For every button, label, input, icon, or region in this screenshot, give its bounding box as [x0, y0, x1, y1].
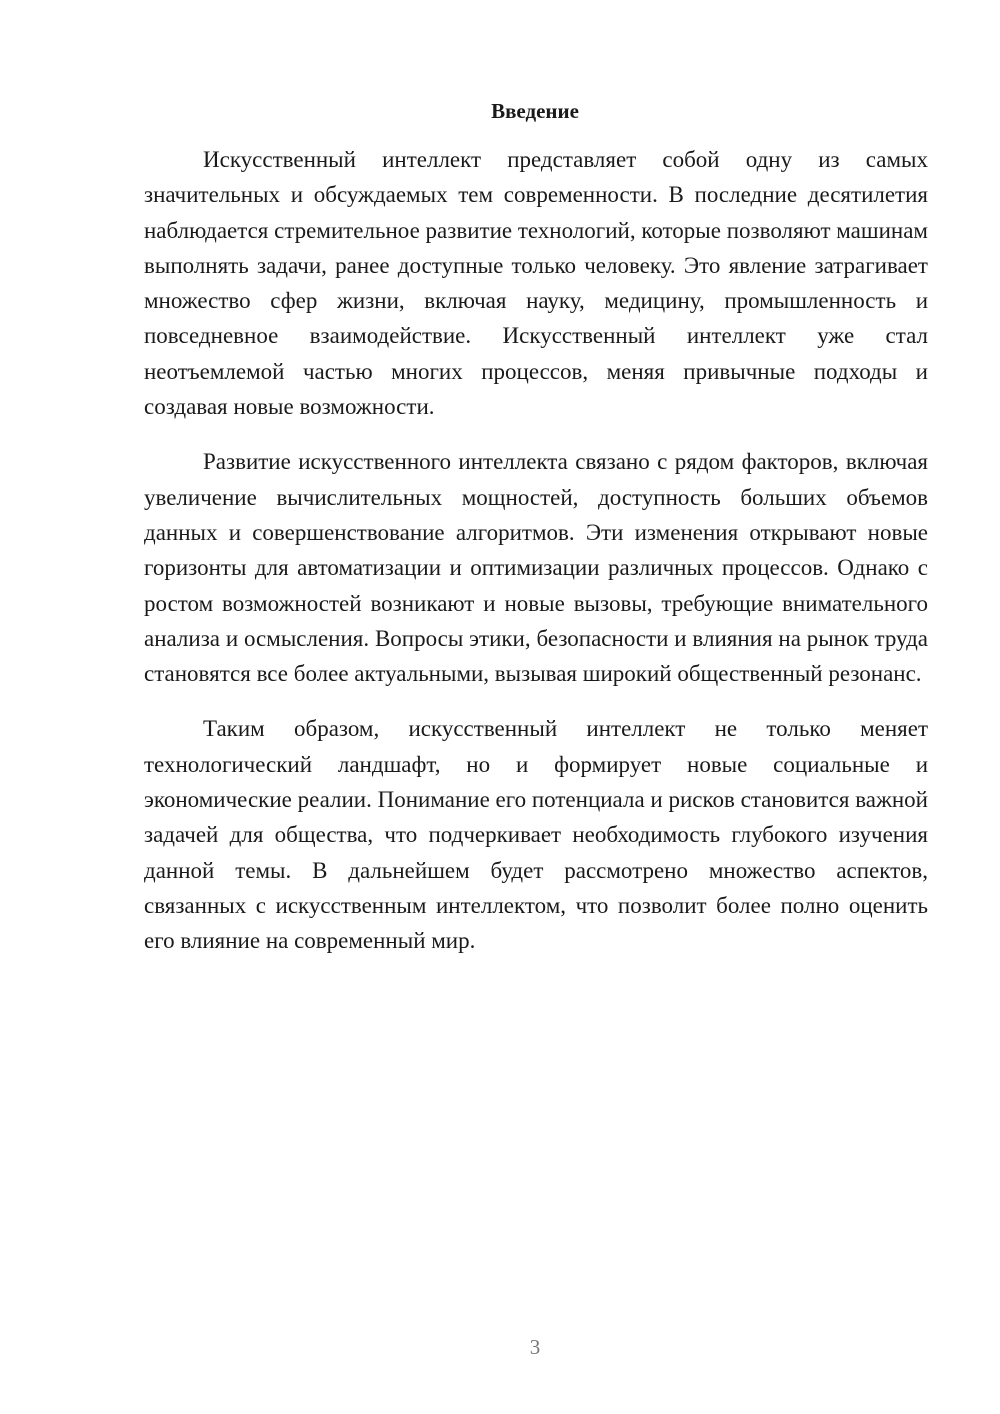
paragraph-2: Развитие искусственного интеллекта связано с рядом факторов, включая увеличение вычислительных мощностей, доступность больших объемов данных и совершенствование алгоритмов. Эти изменения открывают новые горизонты для автоматизации и оптимизации различных процессов. Однако с ростом возможностей возникают и новые вызовы, требующие внимательного анализа и осмысления. Вопросы этики, безопасности и влияния на рынок труда становятся все более актуальными, вызывая широкий общественный резонанс. — [144, 449, 928, 687]
page-number: 3 — [529, 1335, 541, 1359]
paragraph-1: Искусственный интеллект представляет собой одну из самых значительных и обсуждаемых тем современности. В последние десятилетия наблюдается стремительное развитие технологий, которые позволяют машинам выполнять задачи, ранее доступные только человеку. Это явление затрагивает множество сфер жизни, включая науку, медицину, промышленность и повседневное взаимодействие. Искусственный интеллект уже стал неотъемлемой частью многих процессов, меняя привычные подходы и создавая новые возможности. — [144, 147, 928, 420]
paragraph-3: Таким образом, искусственный интеллект не только меняет технологический ландшафт, но и формирует новые социальные и экономические реалии. Понимание его потенциала и рисков становится важной задачей для общества, что подчеркивает необходимость глубокого изучения данной темы. В дальнейшем будет рассмотрено множество аспектов, связанных с искусственным интеллектом, что позволит более полно оценить его влияние на современный мир. — [144, 716, 928, 954]
section-heading: Введение — [491, 99, 579, 123]
body-text — [144, 142, 928, 959]
